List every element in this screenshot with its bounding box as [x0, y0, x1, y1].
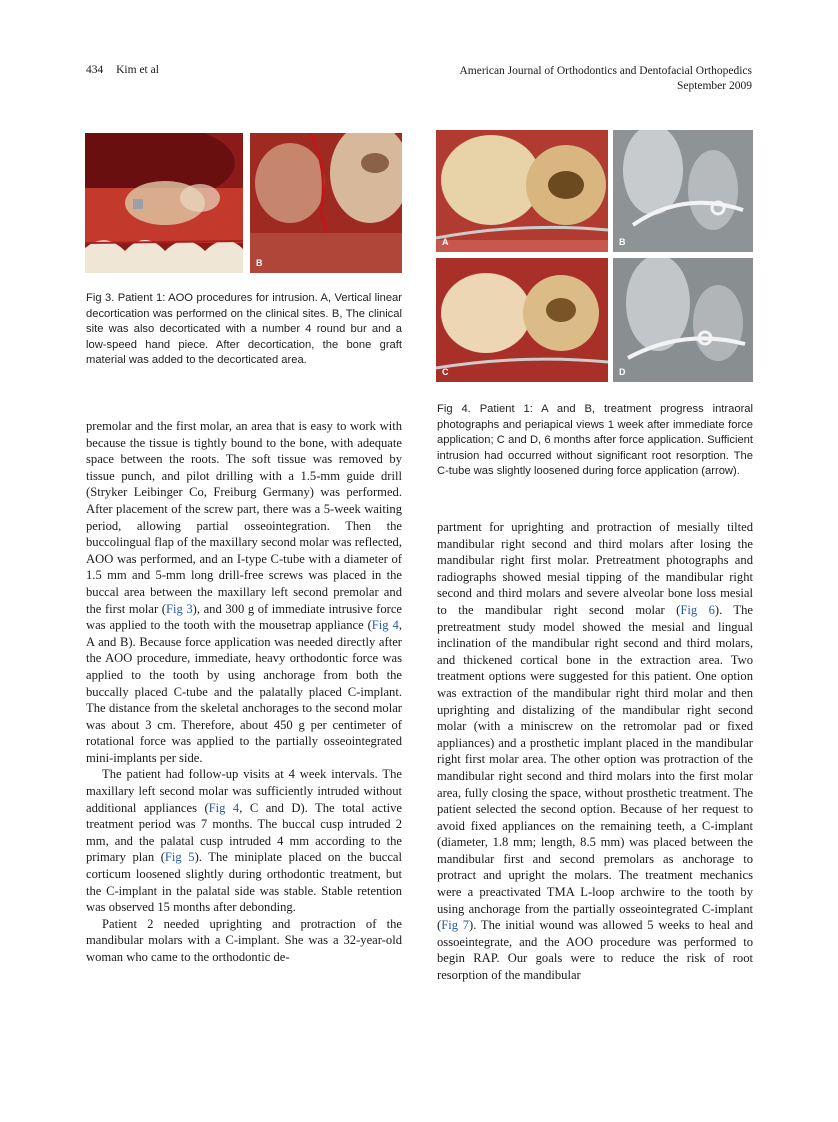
ref-fig-4[interactable]: Fig 4 [371, 618, 399, 633]
fig4-label-c: C [442, 367, 449, 377]
right-paragraph-1: partment for uprighting and protraction of mesially tilted mandibular right second and third molars after losing the mandibular right first molar. Pretreatment photographs and radiographs showed mesial tipping of the mandibular right second and third molars and severe alveolar bone loss mesial to the mandibular right second molar (Fig 6). The pretreatment study model showed the mesial and lingual inclination of the mandibular right second and third molars, and thickened cortical bone in the extraction area. Two treatment options were suggested for this patient. One option was extraction of the mandibular right third molar and then uprighting and distalizing of the mandibular right second molar (with a miniscrew on the retromolar pad or fixed appliances) and a prosthetic implant placed in the mandibular right first molar area. The other option was protraction of the mandibular right second and third molars into the first molar area, fully closing the space, without prosthetic treatment. The patient selected the second option. Because of her request to avoid fixed appliances on the remaining teeth, a C-implant (diameter, 1.8 mm; length, 8.5 mm) was placed between the mandibular first and second premolars as anchorage to protract and upright the molars. The treatment mechanics were a preactivated TMA L-loop archwire to the tooth by using anchorage from the partially osseointegrated C-implant (Fig 7). The initial wound was allowed 5 weeks to heal and ossoeintegrate, and the AOO procedure was performed to begin RAP. Our goals were to reduce the risk of root resorption of the mandibular [437, 520, 753, 983]
running-header-right [459, 64, 752, 94]
right-text-column [437, 519, 753, 984]
header-journal: American Journal of Orthodontics and Dentofacial Orthopedics [459, 65, 752, 77]
left-paragraph-3: Patient 2 needed uprighting and protraction of the mandibular molars with a C-implant. She was a 32-year-old woman who came to the orthodontic de- [86, 916, 402, 964]
fig3-caption: Fig 3. Patient 1: AOO procedures for intrusion. A, Vertical linear decortication was performed on the clinical sites. B, The clinical site was also decorticated with a number 4 round bur and a low-speed hand piece. After decortication, the bone graft material was added to the decorticated area. [86, 292, 402, 366]
left-paragraph-2: The patient had follow-up visits at 4 week intervals. The maxillary left second molar was sufficiently intruded without additional appliances (Fig 4, C and D). The total active treatment period was 7 months. The buccal cusp intruded 2 mm, and the palatal cusp intruded 4 mm according to the primary plan (Fig 5). The miniplate placed on the buccal corticum loosened slightly during orthodontic treatment, but the C-implant in the palatal side was stable. Stable retention was observed 15 months after debonding. [86, 767, 403, 915]
running-header-left [86, 64, 159, 76]
left-paragraph-1: premolar and the first molar, an area that is easy to work with because the tissue is tightly bound to the bone, with adequate space between the roots. The soft tissue was removed by tissue punch, and pilot drilling with a 1.5-mm guide drill (Stryker Leibinger Co, Freiburg Germany) was performed. After placement of the screw part, there was a 5-week waiting period, allowing partial osseointegration. Then the buccolingual flap of the maxillary second molar was reflected, AOO was performed, and an I-type C-tube with a diameter of 1.5 mm and 5-mm long drill-free screws was placed in the buccal area between the maxillary left second premolar and the first molar (Fig 3), and 300 g of immediate intrusive force was applied to the tooth with the mousetrap appliance (Fig 4, A and B). Because force application was needed directly after the AOO procedure, immediate, heavy orthodontic force was applied to the tooth by using anchorage from both the buccally placed C-tube and the palatally placed C-implant. The distance from the skeletal anchorages to the second molar was about 3 cm. Therefore, about 450 g per centimeter of rotational force was applied to the partially osseointegrated mini-implants per side. [86, 419, 403, 765]
ref-fig-6[interactable]: Fig 6 [680, 602, 715, 617]
fig3-panel-b-photo [250, 133, 402, 273]
left-text-column [86, 418, 402, 966]
fig4-label-b: B [619, 237, 626, 247]
ref-fig-3[interactable]: Fig 3 [165, 601, 193, 616]
fig4-caption: Fig 4. Patient 1: A and B, treatment progress intraoral photographs and periapical views 1 week after immediate force application; C and D, 6 months after force application. Sufficient intrusion had occurred without significant root resorption. The C-tube was slightly loosened during force application (arrow). [437, 403, 753, 477]
page-number: 434 [86, 64, 104, 76]
header-authors: Kim et al [116, 64, 159, 76]
fig4-label-a: A [442, 237, 449, 247]
ref-fig-4b[interactable]: Fig 4 [208, 800, 240, 815]
fig4-panel-b-xray [613, 130, 753, 252]
header-date: September 2009 [676, 80, 752, 92]
ref-fig-7[interactable]: Fig 7 [441, 918, 470, 933]
fig4-label-d: D [619, 367, 626, 377]
fig3-panel-b-label: B [256, 258, 263, 268]
fig4-panel-c-photo [436, 258, 608, 382]
fig4-panel-a-photo [436, 130, 608, 252]
fig4-panel-d-xray [613, 258, 753, 382]
fig3-panel-a-photo [85, 133, 243, 273]
ref-fig-5[interactable]: Fig 5 [164, 850, 195, 865]
